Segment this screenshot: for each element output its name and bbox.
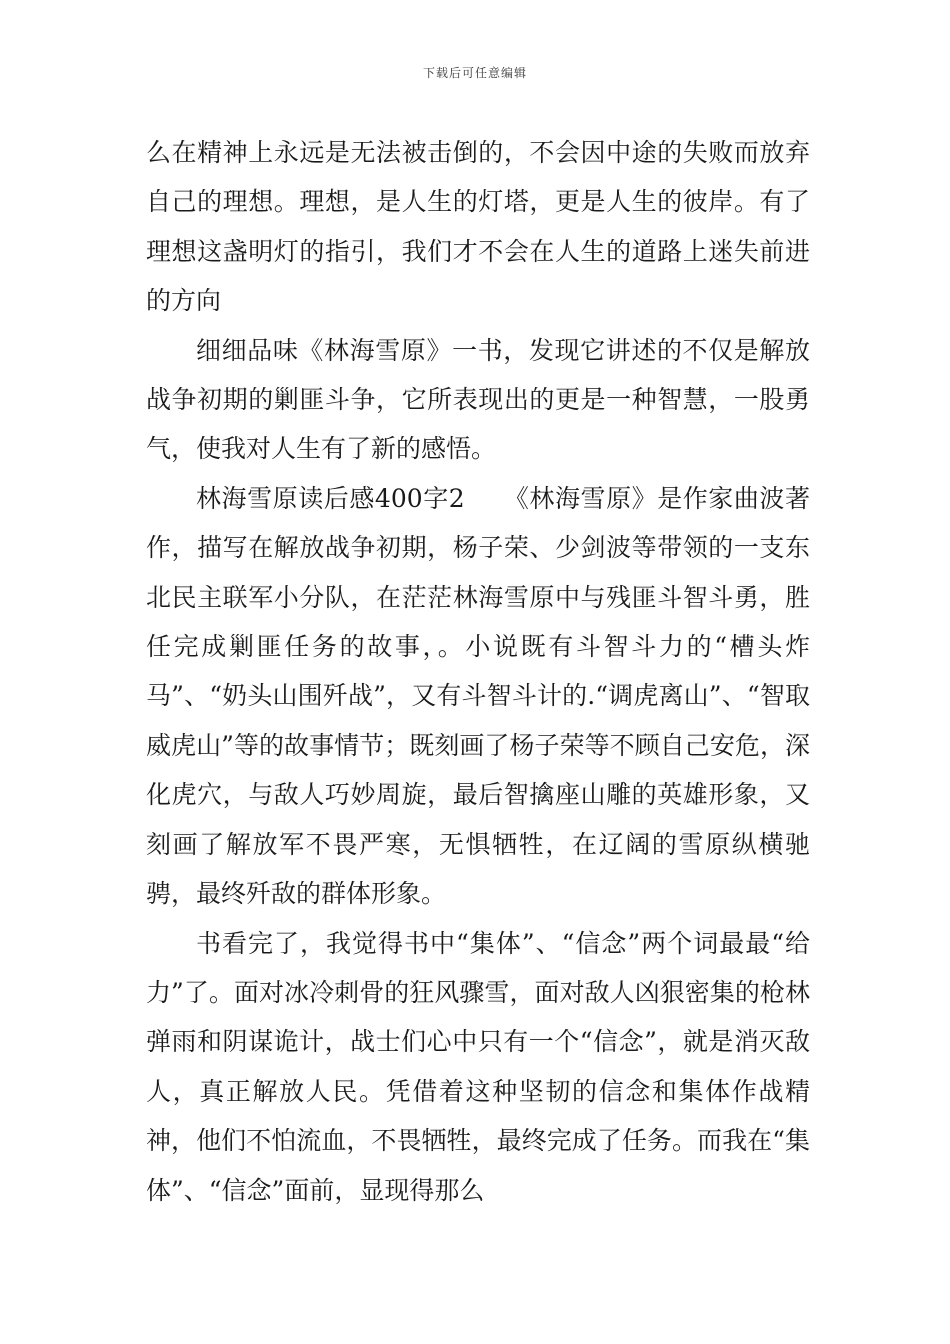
paragraph-3: 林海雪原读后感400字2 《林海雪原》是作家曲波著作，描写在解放战争初期，杨子荣、少剑波等带领的一支东北民主联军小分队，在茫茫林海雪原中与残匪斗智斗勇，胜任完成剿匪任务的故事，。小说既有斗智斗力的“槽头炸马”、“奶头山围歼战”，又有斗智斗计的.“调虎离山”、“智取威虎山”等的故事情节；既刻画了杨子荣等不顾自己安危，深化虎穴，与敌人巧妙周旋，最后智擒座山雕的英雄形象，又刻画了解放军不畏严寒，无惧牺牲，在辽阔的雪原纵横驰骋，最终歼敌的群体形象。 [146,483,810,909]
paragraph-1: 么在精神上永远是无法被击倒的，不会因中途的失败而放弃自己的理想。理想，是人生的灯塔，更是人生的彼岸。有了理想这盏明灯的指引，我们才不会在人生的道路上迷失前进的方向 [146,138,810,316]
paragraph-4: 书看完了，我觉得书中“集体”、“信念”两个词最最“给力”了。面对冰冷刺骨的狂风骤雪，面对敌人凶狠密集的枪林弹雨和阴谋诡计，战士们心中只有一个“信念”，就是消灭敌人，真正解放人民。凭借着这种坚韧的信念和集体作战精神，他们不怕流血，不畏牺牲，最终完成了任务。而我在“集体”、“信念”面前，显现得那么 [146,928,810,1205]
page-header: 下载后可任意编辑 [422,66,527,80]
document-body [146,128,810,1215]
paragraph-2: 细细品味《林海雪原》一书，发现它讲述的不仅是解放战争初期的剿匪斗争，它所表现出的更是一种智慧，一股勇气，使我对人生有了新的感悟。 [146,335,810,464]
